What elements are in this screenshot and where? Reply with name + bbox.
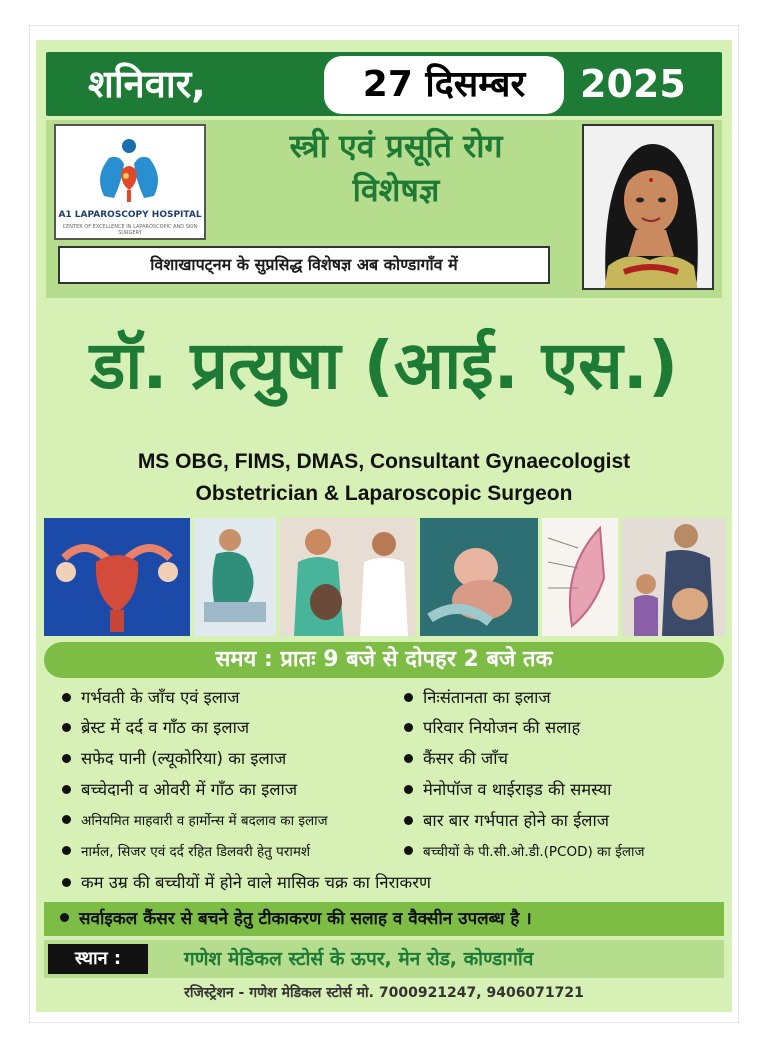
service-item: गर्भवती के जाँच एवं इलाज	[62, 684, 240, 712]
uterus-logo-icon	[84, 136, 174, 206]
doctor-roles: Obstetrician & Laparoscopic Surgeon	[195, 482, 573, 505]
date-pill: 27 दिसम्बर	[324, 56, 564, 114]
service-item: सफेद पानी (ल्यूकोरिया) का इलाज	[62, 745, 286, 773]
specialty-title	[216, 124, 576, 212]
timing-bar: समय : प्रातः 9 बजे से दोपहर 2 बजे तक	[44, 642, 724, 678]
uterus-icon	[44, 518, 190, 636]
service-item-full: कम उम्र की बच्चीयों में होने वाले मासिक चक्र का निराकरण	[62, 869, 431, 897]
specialty-line-1: स्त्री एवं प्रसूति रोग	[289, 127, 503, 165]
service-item: मेनोपॉज व थाईराइड की समस्या	[404, 776, 611, 804]
uterus-diagram-image	[44, 518, 190, 636]
bullet-icon	[404, 693, 413, 702]
newborn-delivery-image	[420, 518, 538, 636]
hospital-name: A1 LAPAROSCOPY HOSPITAL	[58, 210, 202, 220]
service-item: परिवार नियोजन की सलाह	[404, 714, 580, 742]
tagline: विशाखापट्नम के सुप्रसिद्ध विशेषज्ञ अब कोण्डागाँव में	[58, 246, 550, 284]
vaccine-bar: सर्वाइकल कैंसर से बचने हेतु टीकाकरण की सलाह व वैक्सीन उपलब्ध है ।	[44, 902, 724, 936]
doctor-consultation-image	[280, 518, 416, 636]
bullet-icon	[404, 754, 413, 763]
bullet-icon	[62, 754, 71, 763]
newborn-icon	[420, 518, 538, 636]
breast-diagram-icon	[542, 518, 618, 636]
registration-contact: रजिस्ट्रेशन - गणेश मेडिकल स्टोर्स मो. 7000921247, 9406071721	[184, 985, 584, 1001]
service-item: अनियमित माहवारी व हार्मोन्स में बदलाव का इलाज	[62, 807, 328, 835]
bullet-icon	[404, 723, 413, 732]
pregnant-woman-icon	[194, 518, 276, 636]
service-item: नार्मल, सिजर एवं दर्द रहित डिलवरी हेतु परामर्श	[62, 838, 310, 866]
bullet-icon	[62, 815, 71, 824]
venue-row	[44, 940, 724, 978]
service-item: निःसंतानता का इलाज	[404, 684, 551, 712]
bullet-icon	[404, 846, 413, 855]
mother-child-icon	[622, 518, 726, 636]
service-item: बार बार गर्भपात होने का ईलाज	[404, 807, 609, 835]
bullet-icon	[62, 785, 71, 794]
header-block	[46, 120, 722, 298]
specialty-line-2: विशेषज्ञ	[352, 171, 440, 209]
bullet-icon	[404, 816, 413, 825]
service-item: बच्चेदानी व ओवरी में गाँठ का इलाज	[62, 776, 297, 804]
hospital-tagline: CENTER OF EXCELLENCE IN LAPAROSCOPIC AND SKIN SURGERY	[62, 224, 198, 236]
date-year: 2025	[580, 62, 686, 106]
pregnant-patient-image	[194, 518, 276, 636]
doctor-portrait-icon	[584, 126, 714, 290]
bullet-icon	[62, 693, 71, 702]
poster	[36, 40, 732, 1012]
bullet-icon	[404, 785, 413, 794]
doctor-photo	[582, 124, 714, 290]
hospital-logo	[54, 124, 206, 240]
bullet-icon	[62, 723, 71, 732]
breast-anatomy-image	[542, 518, 618, 636]
image-strip	[44, 518, 726, 636]
service-item: कैंसर की जाँच	[404, 745, 508, 773]
service-item: ब्रेस्ट में दर्द व गाँठ का इलाज	[62, 714, 249, 742]
mother-child-image	[622, 518, 726, 636]
doctor-name: डॉ. प्रत्युषा (आई. एस.)	[89, 327, 679, 404]
venue-address: गणेश मेडिकल स्टोर्स के ऊपर, मेन रोड, कोण्डागाँव	[184, 948, 534, 970]
date-day: शनिवार,	[88, 62, 206, 106]
bullet-icon	[62, 878, 71, 887]
consultation-icon	[280, 518, 416, 636]
date-band	[46, 52, 722, 116]
venue-label: स्थान :	[48, 944, 148, 974]
bullet-icon	[60, 913, 69, 922]
doctor-qualifications: MS OBG, FIMS, DMAS, Consultant Gynaecologist	[137, 450, 631, 473]
service-item: बच्चीयों के पी.सी.ओ.डी.(PCOD) का ईलाज	[404, 838, 645, 866]
bullet-icon	[62, 846, 71, 855]
